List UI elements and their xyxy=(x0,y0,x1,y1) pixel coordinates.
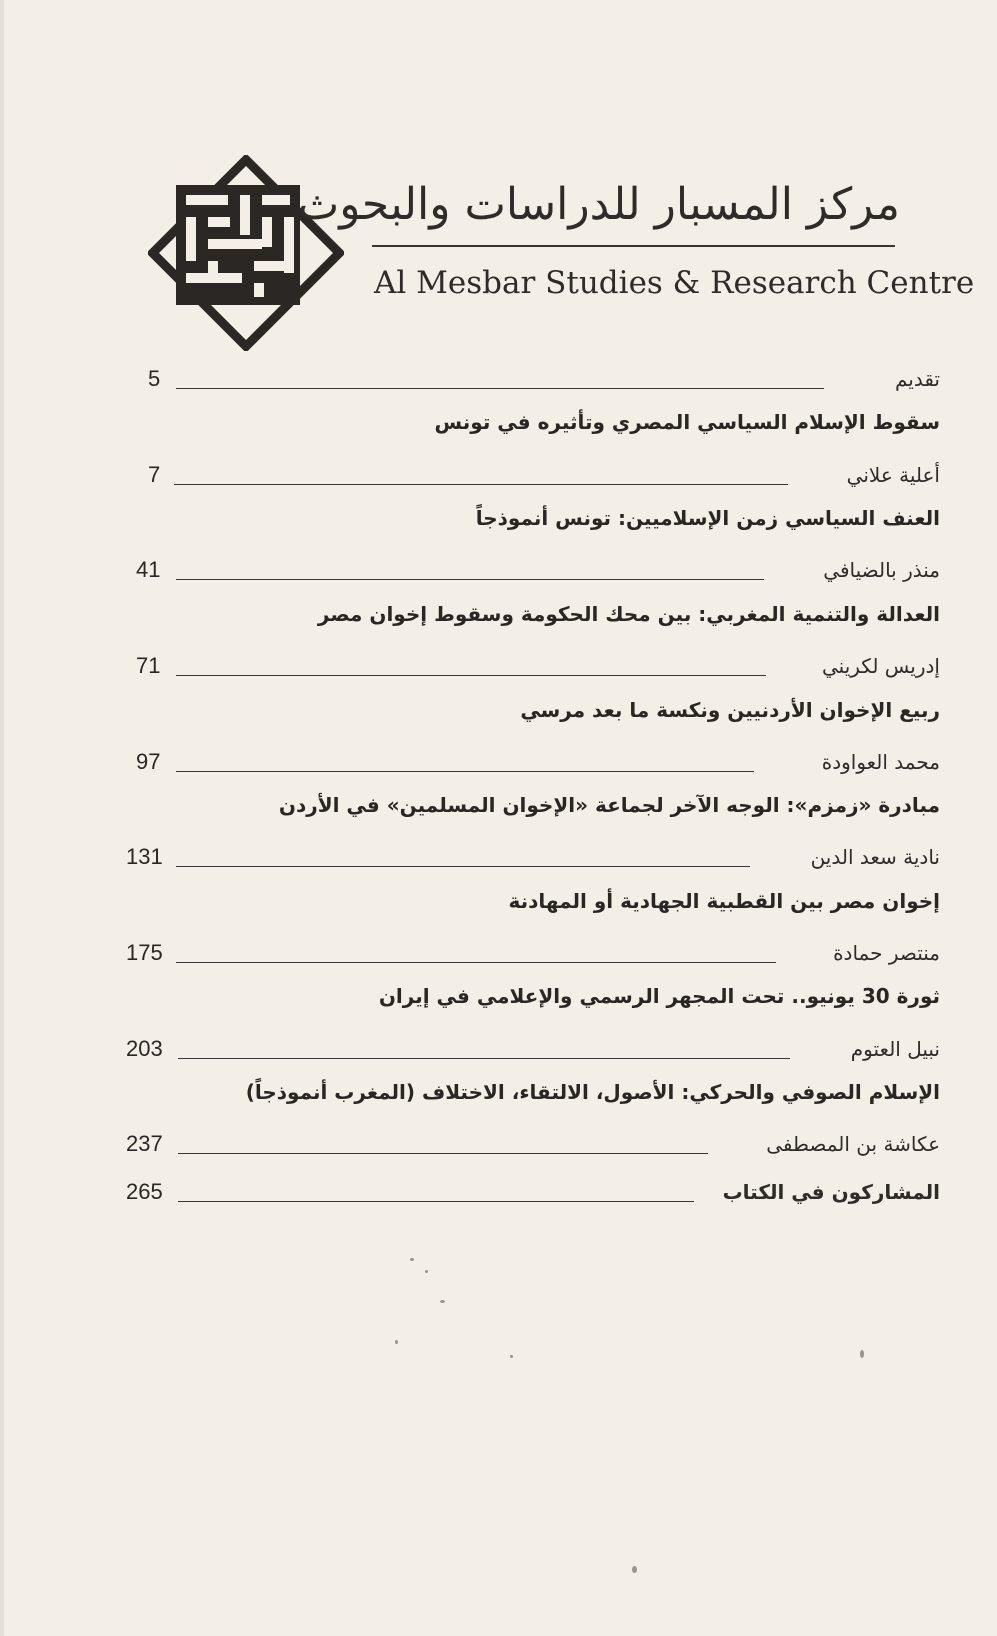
toc-row-author xyxy=(130,745,940,779)
article-title: الإسلام الصوفي والحركي: الأصول، الالتقاء، الاختلاف (المغرب أنموذجاً) xyxy=(245,1080,940,1104)
article-title: ربيع الإخوان الأردنيين ونكسة ما بعد مرسي xyxy=(520,698,940,722)
paper-speck xyxy=(510,1355,513,1358)
dot-leader xyxy=(178,1153,708,1154)
article-title: ثورة 30 يونيو.. تحت المجهر الرسمي والإعلامي في إيران xyxy=(378,984,940,1008)
toc-row-contributors xyxy=(126,1175,940,1209)
dot-leader xyxy=(176,771,754,772)
centre-name-arabic: مركز المسبار للدراسات والبحوث xyxy=(297,179,900,230)
centre-name-english: Al Mesbar Studies & Research Centre xyxy=(374,265,975,301)
paper-speck xyxy=(410,1258,414,1261)
page-number: 131 xyxy=(126,844,163,869)
author-name: عكاشة بن المصطفى xyxy=(766,1132,940,1156)
page-number: 41 xyxy=(136,557,161,582)
toc-row-author xyxy=(130,458,940,492)
toc-label: تقديم xyxy=(894,367,940,391)
page-number: 5 xyxy=(148,366,161,391)
page-number: 203 xyxy=(126,1036,163,1061)
toc-row-author xyxy=(130,553,940,587)
toc-row-author xyxy=(126,1032,940,1066)
article-title: سقوط الإسلام السياسي المصري وتأثيره في تونس xyxy=(434,410,940,434)
article-title: إخوان مصر بين القطبية الجهادية أو المهادنة xyxy=(508,889,940,913)
paper-speck xyxy=(425,1270,428,1273)
dot-leader xyxy=(174,484,788,485)
author-name: أعلية علاني xyxy=(846,463,940,487)
dot-leader xyxy=(176,866,750,867)
toc-row-author xyxy=(126,840,940,874)
toc-label: المشاركون في الكتاب xyxy=(722,1180,940,1204)
page-number: 71 xyxy=(136,653,161,678)
dot-leader xyxy=(178,1201,694,1202)
author-name: منتصر حمادة xyxy=(833,941,940,965)
author-name: إدريس لكريني xyxy=(822,654,940,678)
article-title: مبادرة «زمزم»: الوجه الآخر لجماعة «الإخوان المسلمين» في الأردن xyxy=(278,793,940,817)
page-number: 97 xyxy=(136,749,161,774)
page-number: 175 xyxy=(126,940,163,965)
article-title: العدالة والتنمية المغربي: بين محك الحكومة وسقوط إخوان مصر xyxy=(317,602,940,626)
toc-row-author xyxy=(126,1127,940,1161)
toc-row-author xyxy=(130,649,940,683)
author-name: نبيل العتوم xyxy=(850,1037,940,1061)
author-name: محمد العواودة xyxy=(821,750,940,774)
page-number: 237 xyxy=(126,1131,163,1156)
dot-leader xyxy=(176,388,824,389)
toc-row-intro xyxy=(130,362,940,396)
paper-speck xyxy=(395,1340,398,1344)
page-number: 7 xyxy=(148,462,161,487)
author-name: منذر بالضيافي xyxy=(823,558,940,582)
page-number: 265 xyxy=(126,1179,163,1204)
paper-speck xyxy=(632,1566,637,1573)
dot-leader xyxy=(176,579,764,580)
paper-speck xyxy=(440,1300,445,1303)
article-title: العنف السياسي زمن الإسلاميين: تونس أنموذجاً xyxy=(475,506,940,530)
paper-speck xyxy=(860,1350,864,1358)
dot-leader xyxy=(176,675,766,676)
toc-row-author xyxy=(126,936,940,970)
dot-leader xyxy=(178,1058,790,1059)
dot-leader xyxy=(176,962,776,963)
author-name: نادية سعد الدين xyxy=(810,845,940,869)
